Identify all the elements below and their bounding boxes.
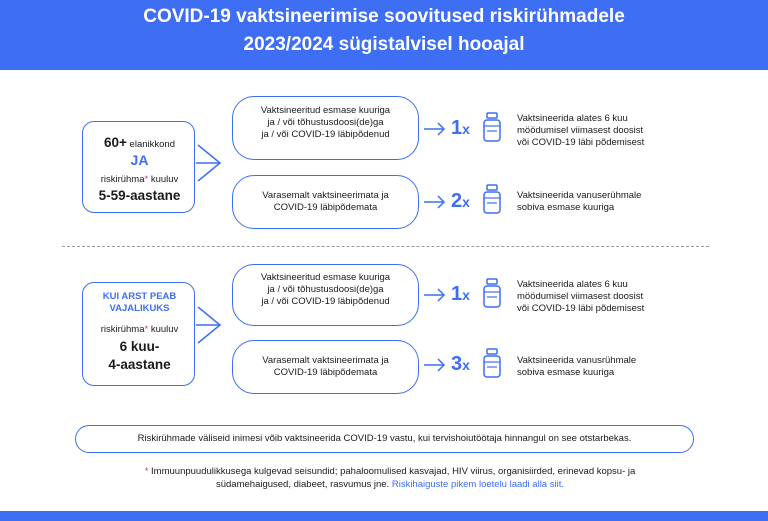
condition-1-line2: ja / või tõhustusdoosi(de)ga — [267, 117, 384, 128]
dose-count-1 — [451, 117, 470, 140]
dose-count-3-x: x — [462, 287, 470, 303]
condition-2-line1: Varasemalt vaktsineerimata ja — [262, 190, 389, 201]
recommendation-1 — [517, 113, 644, 149]
recommendation-3-line2: möödumisel viimasest doosist — [517, 291, 644, 302]
risk-group-box-1 — [82, 121, 195, 213]
group1-risk-star: * — [144, 174, 149, 185]
dose-count-3-number: 1 — [451, 283, 463, 305]
dose-count-1-number: 1 — [451, 117, 463, 139]
group2-risk-prefix: riskirühma — [100, 324, 145, 335]
recommendation-2-line2: sobiva esmase kuuriga — [517, 202, 615, 213]
condition-1-line1: Vaktsineeritud esmase kuuriga — [260, 105, 391, 116]
header-banner — [0, 0, 768, 70]
vaccine-vial-icon — [482, 112, 502, 142]
group2-condition-line2: VAJALIKUKS — [109, 303, 170, 314]
page-title-line2: 2023/2024 sügistalvisel hooajal — [243, 34, 525, 55]
note-text: Riskirühmade väliseid inimesi võib vaktsineerida COVID-19 vastu, kui tervishoiutöötaja hinnangul on see otstarbekas. — [137, 433, 632, 444]
arrow-right-icon — [424, 195, 446, 209]
condition-3-line3: ja / või COVID-19 läbipõdenud — [261, 296, 390, 307]
dose-count-2-x: x — [462, 194, 470, 210]
recommendation-4-line2: sobiva esmase kuuriga — [517, 367, 615, 378]
recommendation-3-line3: või COVID-19 läbi põdemisest — [517, 303, 645, 314]
recommendation-4 — [517, 355, 636, 379]
dose-count-4-x: x — [462, 357, 470, 373]
group1-population-label: elanikkond — [126, 139, 175, 150]
footnote — [95, 465, 685, 491]
footer-bar — [0, 511, 768, 521]
chevron-right-arrow-icon — [196, 143, 224, 183]
footnote-line2-text: südamehaigused, diabeet, rasvumus jne. — [215, 479, 392, 490]
recommendation-3-line1: Vaktsineerida alates 6 kuu — [517, 279, 628, 290]
condition-pill-4 — [232, 340, 419, 394]
note-box — [75, 425, 694, 453]
condition-4-line1: Varasemalt vaktsineerimata ja — [262, 355, 389, 366]
section-divider — [62, 246, 709, 247]
recommendation-4-line1: Vaktsineerida vanusrühmale — [517, 355, 637, 366]
recommendation-2-line1: Vaktsineerida vanuserühmale — [517, 190, 642, 201]
group1-population-line — [83, 134, 196, 152]
vaccine-vial-icon — [482, 348, 502, 378]
group2-risk-star: * — [144, 324, 149, 335]
condition-2-line2: COVID-19 läbipõdemata — [273, 202, 378, 213]
group1-age-range: 5-59-aastane — [98, 188, 181, 203]
dose-count-1-x: x — [462, 121, 470, 137]
condition-pill-1 — [232, 96, 419, 160]
dose-count-3 — [451, 283, 470, 306]
recommendation-2 — [517, 190, 641, 214]
recommendation-3 — [517, 279, 644, 315]
condition-3-line2: ja / või tõhustusdoosi(de)ga — [267, 284, 384, 295]
footnote-star: * — [144, 466, 149, 477]
vaccine-vial-icon — [482, 184, 502, 214]
group2-age-line1: 6 kuu- — [119, 339, 160, 354]
group1-age-60plus: 60+ — [104, 135, 127, 150]
page-title-line1: COVID-19 vaktsineerimise soovitused riskirühmadele — [143, 6, 625, 27]
risk-diseases-download-link[interactable]: Riskihaiguste pikem loetelu laadi alla siit. — [391, 479, 564, 490]
group2-risk-suffix: kuuluv — [148, 324, 179, 335]
dose-count-4-number: 3 — [451, 353, 463, 375]
group1-risk-suffix: kuuluv — [148, 174, 179, 185]
dose-count-2-number: 2 — [451, 190, 463, 212]
recommendation-1-line1: Vaktsineerida alates 6 kuu — [517, 113, 628, 124]
group1-risk-line — [83, 174, 196, 185]
condition-1-line3: ja / või COVID-19 läbipõdenud — [261, 129, 390, 140]
condition-pill-2 — [232, 175, 419, 229]
group2-age-line2: 4-aastane — [108, 357, 171, 372]
arrow-right-icon — [424, 358, 446, 372]
group1-ja-label: JA — [130, 152, 149, 168]
arrow-right-icon — [424, 288, 446, 302]
group2-risk-line — [83, 324, 196, 335]
group1-risk-prefix: riskirühma — [100, 174, 145, 185]
footnote-line2 — [95, 478, 685, 491]
recommendation-1-line3: või COVID-19 läbi põdemisest — [517, 137, 645, 148]
vaccine-vial-icon — [482, 278, 502, 308]
recommendation-1-line2: möödumisel viimasest doosist — [517, 125, 644, 136]
arrow-right-icon — [424, 122, 446, 136]
condition-3-line1: Vaktsineeritud esmase kuuriga — [260, 272, 391, 283]
condition-4-line2: COVID-19 läbipõdemata — [273, 367, 378, 378]
chevron-right-arrow-icon — [196, 305, 224, 345]
footnote-line1-text: Immuunpuudulikkusega kulgevad seisundid; pahaloomulised kasvajad, HIV viirus, organisiirded, erinevad kopsu- ja — [148, 466, 636, 477]
dose-count-2 — [451, 190, 470, 213]
group2-condition-line1: KUI ARST PEAB — [102, 291, 177, 302]
dose-count-4 — [451, 353, 470, 376]
risk-group-box-2 — [82, 282, 195, 386]
condition-pill-3 — [232, 264, 419, 326]
footnote-line1 — [95, 465, 685, 478]
